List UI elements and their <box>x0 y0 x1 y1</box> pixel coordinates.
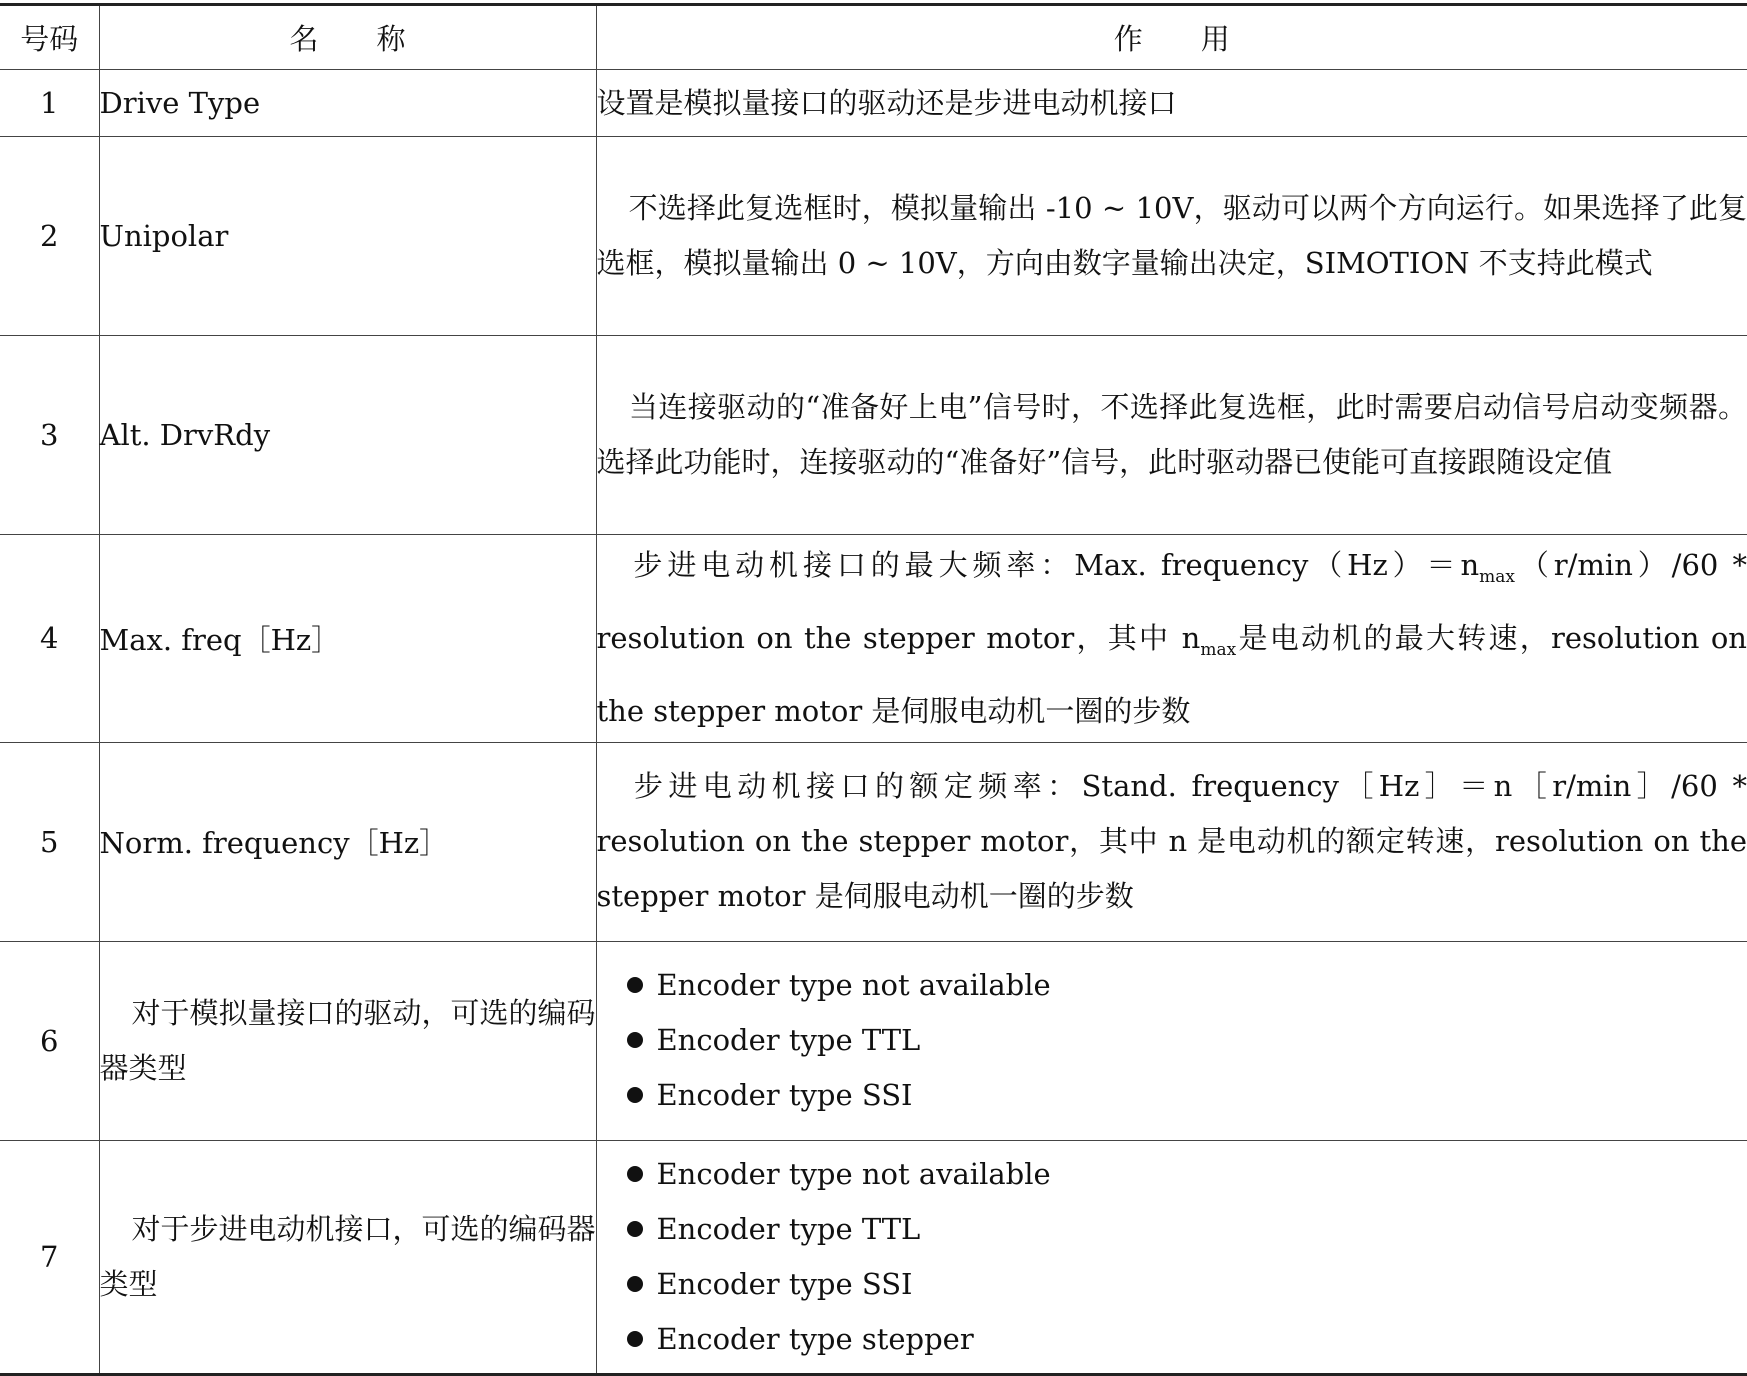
param-name-text: 对于步进电动机接口，可选的编码器类型 <box>100 1212 596 1301</box>
list-item: Encoder type not available <box>627 1147 1747 1202</box>
header-num: 号码 <box>0 5 99 70</box>
table-row <box>0 70 1747 137</box>
param-name-text: 对于模拟量接口的驱动，可选的编码器类型 <box>100 996 596 1085</box>
param-description-text: 是电动机的最大转速，resolution on the stepper motor 是伺服电动机一圈的步数 <box>597 621 1747 728</box>
param-description-text: 步进电动机接口的额定频率：Stand. frequency［Hz］＝n［r/min］/60 * resolution on the stepper motor，其中 n 是电动机的额定转速，resolution on the stepper motor 是伺服电动机一圈的步数 <box>597 769 1747 913</box>
param-name: Max. freq［Hz］ <box>99 535 596 743</box>
list-item: Encoder type stepper <box>627 1312 1747 1367</box>
bullet-icon <box>627 1276 643 1292</box>
param-name: Norm. frequency［Hz］ <box>99 742 596 941</box>
param-description <box>596 336 1747 535</box>
param-description <box>596 941 1747 1140</box>
encoder-type-list <box>597 1147 1747 1367</box>
param-description: 设置是模拟量接口的驱动还是步进电动机接口 <box>596 70 1747 137</box>
table-row <box>0 535 1747 743</box>
list-item: Encoder type not available <box>627 958 1747 1013</box>
param-description-text: （r/min）/60 * resolution on the stepper motor，其中 n <box>597 548 1747 655</box>
table-row <box>0 336 1747 535</box>
header-name: 名 称 <box>99 5 596 70</box>
bullet-icon <box>627 1221 643 1237</box>
param-name: Drive Type <box>99 70 596 137</box>
list-item: Encoder type SSI <box>627 1257 1747 1312</box>
param-name <box>99 941 596 1140</box>
row-number: 5 <box>0 742 99 941</box>
bullet-icon <box>627 1087 643 1103</box>
header-desc: 作 用 <box>596 5 1747 70</box>
param-description-text: 步进电动机接口的最大频率：Max. frequency（Hz）＝n <box>629 548 1480 582</box>
list-item: Encoder type TTL <box>627 1202 1747 1257</box>
row-number: 3 <box>0 336 99 535</box>
subscript-max: max <box>1200 640 1236 660</box>
row-number: 2 <box>0 137 99 336</box>
param-description-text: 当连接驱动的“准备好上电”信号时，不选择此复选框，此时需要启动信号启动变频器。选择此功能时，连接驱动的“准备好”信号，此时驱动器已使能可直接跟随设定值 <box>597 390 1747 479</box>
table-row <box>0 941 1747 1140</box>
table-row <box>0 742 1747 941</box>
row-number: 1 <box>0 70 99 137</box>
table-row <box>0 1140 1747 1374</box>
bullet-icon <box>627 977 643 993</box>
param-name: Unipolar <box>99 137 596 336</box>
parameter-table <box>0 3 1747 1376</box>
table-row <box>0 137 1747 336</box>
bullet-icon <box>627 1032 643 1048</box>
row-number: 7 <box>0 1140 99 1374</box>
bullet-icon <box>627 1166 643 1182</box>
param-description <box>596 742 1747 941</box>
param-description-text: 不选择此复选框时，模拟量输出 -10 ~ 10V，驱动可以两个方向运行。如果选择了此复选框，模拟量输出 0 ~ 10V，方向由数字量输出决定，SIMOTION 不支持此模式 <box>597 191 1747 280</box>
list-item: Encoder type SSI <box>627 1068 1747 1123</box>
param-description <box>596 1140 1747 1374</box>
list-item: Encoder type TTL <box>627 1013 1747 1068</box>
header-row <box>0 5 1747 70</box>
param-name <box>99 1140 596 1374</box>
param-description <box>596 137 1747 336</box>
param-description <box>596 535 1747 743</box>
encoder-type-list <box>597 958 1747 1123</box>
bullet-icon <box>627 1331 643 1347</box>
param-name: Alt. DrvRdy <box>99 336 596 535</box>
row-number: 6 <box>0 941 99 1140</box>
row-number: 4 <box>0 535 99 743</box>
subscript-max: max <box>1479 567 1515 587</box>
